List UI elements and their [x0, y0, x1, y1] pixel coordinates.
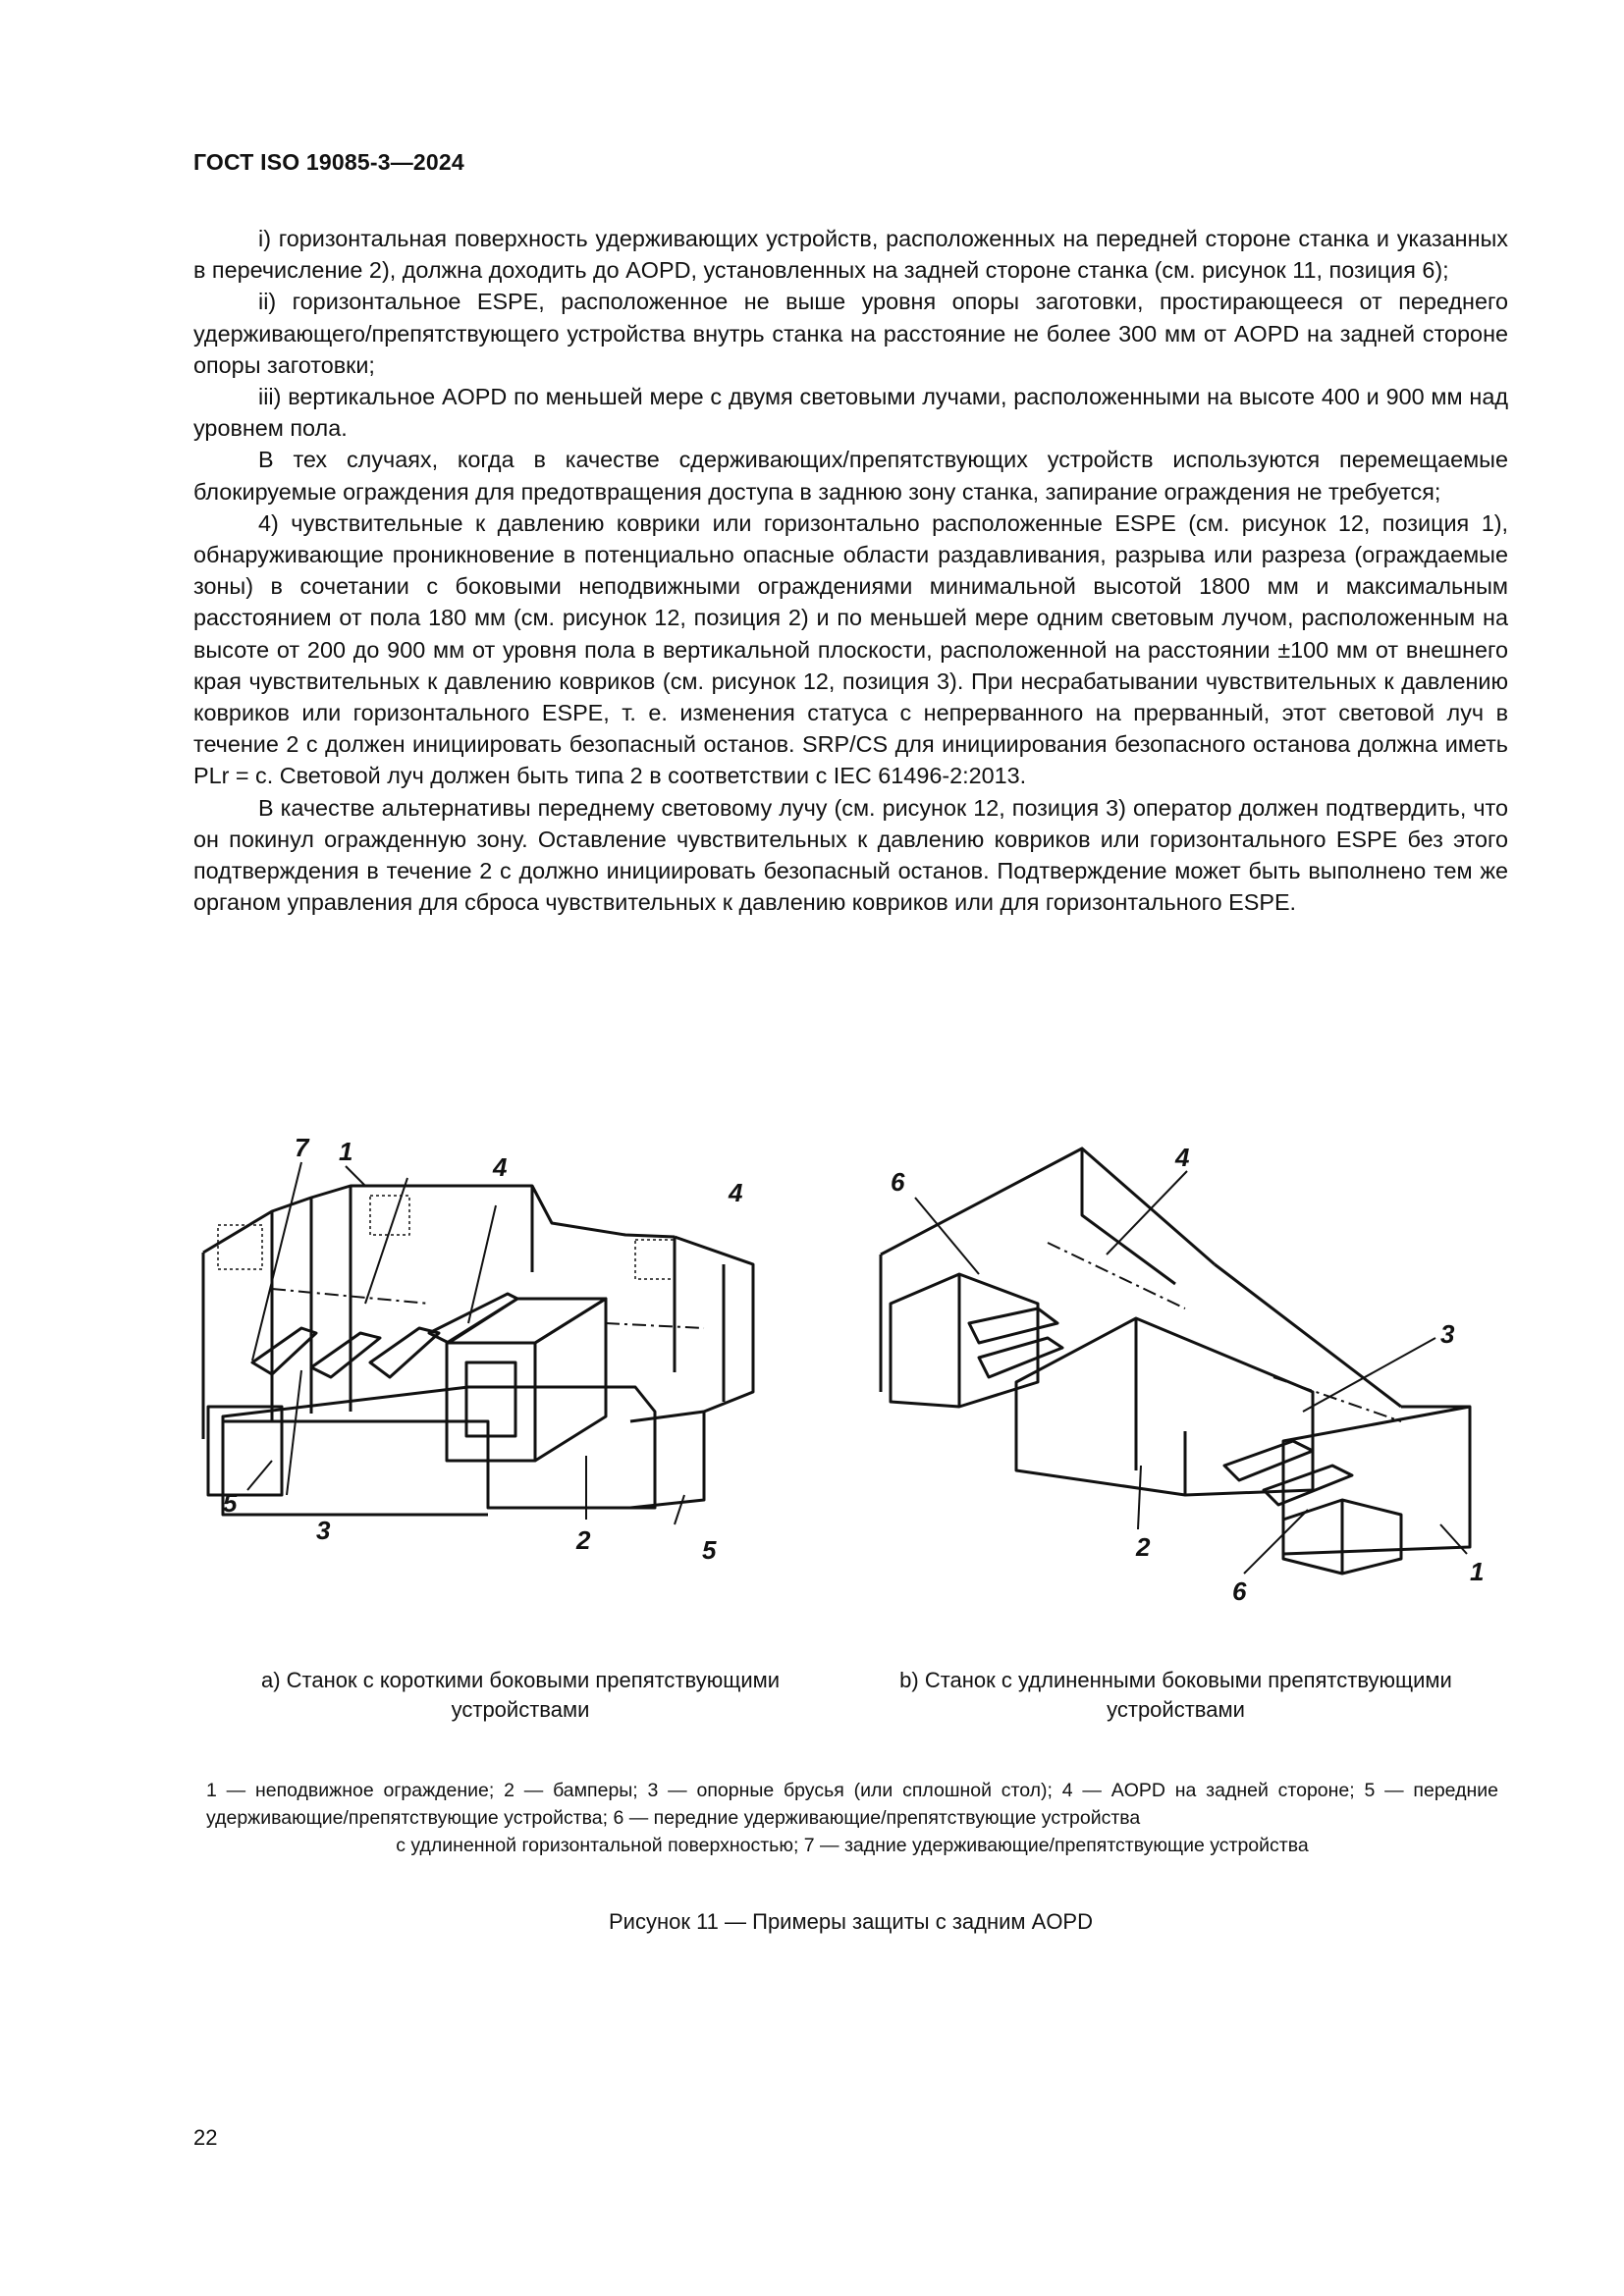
figure-labels-b: [891, 1143, 1484, 1606]
page-number: 22: [193, 2125, 218, 2150]
body-text: [193, 223, 1508, 918]
aopd-beams-b: [1048, 1243, 1401, 1421]
aopd-beams-a: [272, 1289, 704, 1328]
machine-b-drawing: [881, 1148, 1470, 1574]
paragraph: ii) горизонтальное ESPE, расположенное не выше уровня опоры заготовки, простирающееся от переднего удерживающего/препятствующего устройства внутрь станка на расстояние не более 300 мм от AOPD на задней стороне опоры заготовки;: [193, 289, 1508, 378]
label-1: 1: [339, 1137, 353, 1166]
paragraph: iii) вертикальное AOPD по меньшей мере с двумя световыми лучами, расположенными на высоте 400 и 900 мм над уровнем пола.: [193, 384, 1508, 442]
paragraph: В качестве альтернативы переднему световому лучу (см. рисунок 12, позиция 3) оператор должен подтвердить, что он покинул огражденную зону. Оставление чувствительных к давлению ковриков или горизонтального ESPE без этого подтверждения в течение 2 с должно инициировать безопасный останов. Подтверждение может быть выполнено тем же органом управления для сброса чувствительных к давлению ковриков или для горизонтального ESPE.: [193, 794, 1508, 916]
figure-drawing: [193, 1127, 1508, 1637]
caption-a: a) Станок с короткими боковыми препятствующими устройствами: [260, 1668, 781, 1722]
label-4: 4: [1175, 1143, 1190, 1172]
caption-b: b) Станок с удлиненными боковыми препятствующими устройствами: [899, 1668, 1452, 1722]
label-2: 2: [1136, 1532, 1151, 1562]
label-3: 3: [1440, 1319, 1455, 1349]
label-6: 6: [891, 1167, 905, 1197]
paragraph: В тех случаях, когда в качестве сдерживающих/препятствующих устройств используются перемещаемые блокируемые ограждения для предотвращения доступа в заднюю зону станка, запирание ограждения не требуется;: [193, 447, 1508, 505]
figure-title: Рисунок 11 — Примеры защиты с задним AOPD: [608, 1909, 1093, 1934]
label-5: 5: [223, 1488, 238, 1518]
figure-11: [193, 1127, 1508, 1637]
label-5: 5: [702, 1535, 717, 1565]
label-2: 2: [576, 1525, 591, 1555]
machine-a-drawing: [203, 1186, 753, 1515]
label-4: 4: [493, 1152, 508, 1182]
label-3: 3: [316, 1516, 331, 1545]
paragraph: 4) чувствительные к давлению коврики или горизонтально расположенные ESPE (см. рисунок 12, позиция 1), обнаруживающие проникновение в потенциально опасные области раздавливания, разрыва или разреза (ограждаемые зоны) в сочетании с боковыми неподвижными ограждениями минимальной высотой 1800 мм и максимальным расстоянием от пола 180 мм (см. рисунок 12, позиция 2) и по меньшей мере одним световым лучом, расположенным на высоте от 200 до 900 мм от уровня пола в вертикальной плоскости, расположенной на расстоянии ±100 мм от внешнего края чувствительных к давлению ковриков (см. рисунок 12, позиция 3). При несрабатывании чувствительных к давлению ковриков или горизонтального ESPE, т. е. изменения статуса с непрерванного на прерванный, этот световой луч в течение 2 с должен инициировать безопасный останов. SRP/CS для инициирования безопасного останова должна иметь PLr = c. Световой луч должен быть типа 2 в соответствии с IEC 61496-2:2013.: [193, 509, 1508, 789]
label-6: 6: [1232, 1576, 1247, 1606]
legend-text-last: с удлиненной горизонтальной поверхностью; 7 — задние удерживающие/препятствующие устройства: [396, 1835, 1309, 1856]
label-1: 1: [1470, 1557, 1485, 1586]
document-header: ГОСТ ISO 19085-3—2024: [193, 149, 464, 175]
label-4: 4: [729, 1178, 743, 1207]
paragraph: i) горизонтальная поверхность удерживающих устройств, расположенных на передней стороне станка и указанных в перечисление 2), должна доходить до AOPD, установленных на задней стороне станка (см. рисунок 11, позиция 6);: [193, 226, 1508, 284]
label-7: 7: [295, 1133, 309, 1162]
legend-text: 1 — неподвижное ограждение; 2 — бамперы; 3 — опорные брусья (или сплошной стол); 4 — AOPD на задней стороне; 5 — передние удерживающие/препятствующие устройства; 6 — передние удерживающие/препятствующие устройства: [206, 1780, 1498, 1829]
figure-legend: [206, 1777, 1498, 1859]
